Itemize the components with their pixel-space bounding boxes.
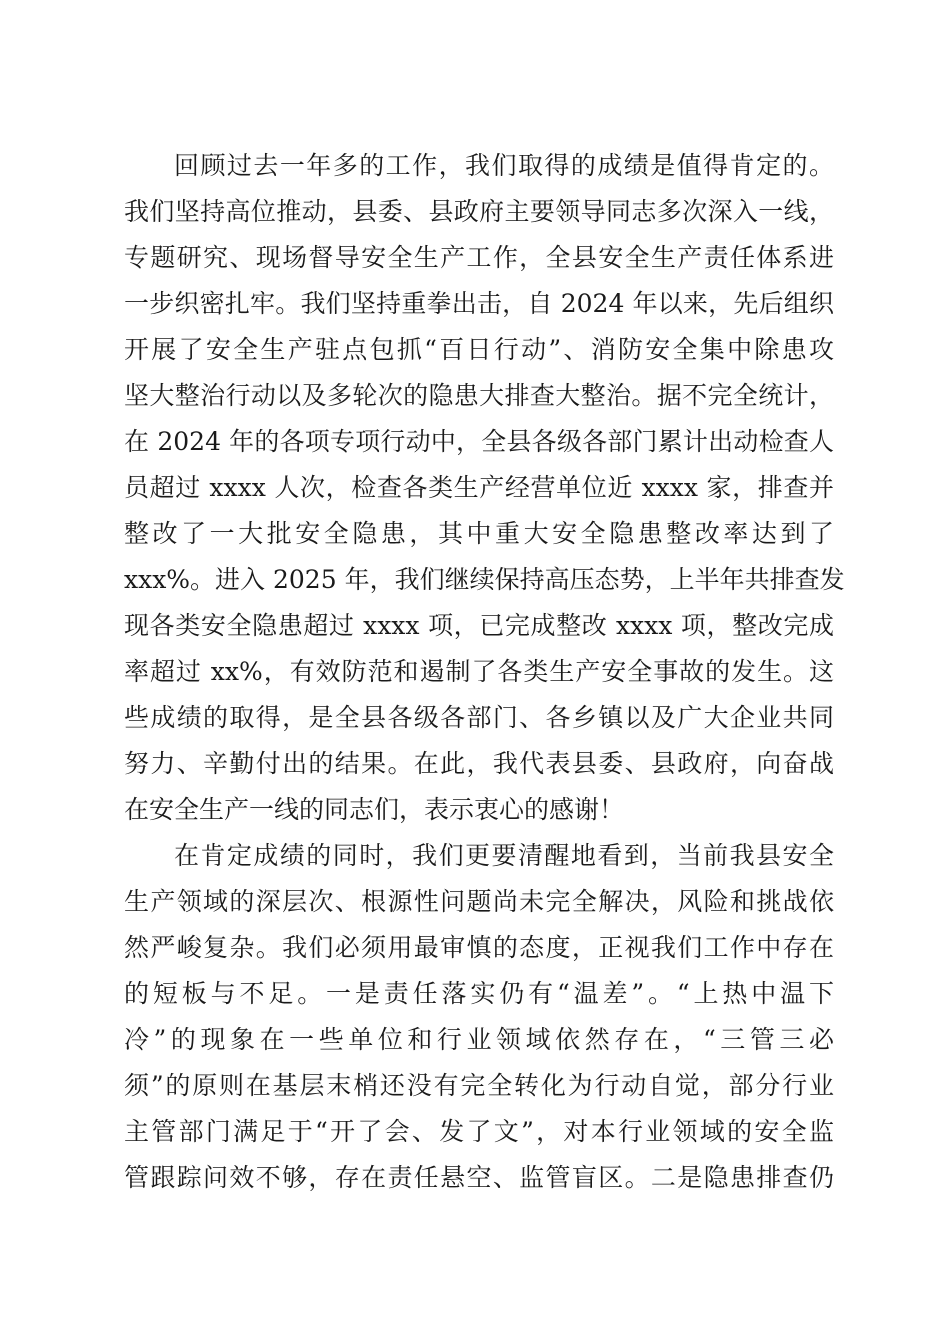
- paragraph-line: 现各类安全隐患超过 xxxx 项，已完成整改 xxxx 项，整改完成: [124, 611, 834, 640]
- paragraph-line: 一步织密扎牢。我们坚持重拳出击，自 2024 年以来，先后组织: [124, 289, 834, 318]
- paragraph-line: 在 2024 年的各项专项行动中，全县各级各部门累计出动检查人: [124, 427, 834, 456]
- paragraph-line: 员超过 xxxx 人次，检查各类生产经营单位近 xxxx 家，排查并: [124, 473, 834, 502]
- paragraph-line: xxx%。进入 2025 年，我们继续保持高压态势，上半年共排查发: [124, 565, 845, 594]
- paragraph-line: 专题研究、现场督导安全生产工作，全县安全生产责任体系进: [124, 243, 834, 272]
- paragraph-line: 主管部门满足于“开了会、发了文”，对本行业领域的安全监: [124, 1117, 834, 1146]
- paragraph-line: 冷”的现象在一些单位和行业领域依然存在，“三管三必: [124, 1025, 834, 1054]
- paragraph-line: 开展了安全生产驻点包抓“百日行动”、消防安全集中除患攻: [124, 335, 834, 364]
- paragraph-achievements: [124, 143, 845, 833]
- paragraph-line: 我们坚持高位推动，县委、县政府主要领导同志多次深入一线，: [124, 197, 834, 226]
- paragraph-line: 坚大整治行动以及多轮次的隐患大排查大整治。据不完全统计，: [124, 381, 834, 410]
- paragraph-line: 整改了一大批安全隐患，其中重大安全隐患整改率达到了: [124, 519, 834, 548]
- document-body: [124, 143, 845, 1201]
- paragraph-line: 然严峻复杂。我们必须用最审慎的态度，正视我们工作中存在: [124, 933, 834, 962]
- paragraph-line: 努力、辛勤付出的结果。在此，我代表县委、县政府，向奋战: [124, 749, 834, 778]
- paragraph-line: 须”的原则在基层末梢还没有完全转化为行动自觉，部分行业: [124, 1071, 834, 1100]
- paragraph-line: 在肯定成绩的同时，我们更要清醒地看到，当前我县安全: [174, 841, 834, 870]
- paragraph-line: 率超过 xx%，有效防范和遏制了各类生产安全事故的发生。这: [124, 657, 834, 686]
- paragraph-line: 的短板与不足。一是责任落实仍有“温差”。“上热中温下: [124, 979, 834, 1008]
- paragraph-shortcomings: [124, 833, 834, 1201]
- paragraph-line: 些成绩的取得，是全县各级各部门、各乡镇以及广大企业共同: [124, 703, 834, 732]
- paragraph-line: 在安全生产一线的同志们，表示衷心的感谢！: [124, 795, 625, 824]
- paragraph-line: 生产领域的深层次、根源性问题尚未完全解决，风险和挑战依: [124, 887, 834, 916]
- paragraph-line: 回顾过去一年多的工作，我们取得的成绩是值得肯定的。: [174, 151, 834, 180]
- paragraph-line: 管跟踪问效不够，存在责任悬空、监管盲区。二是隐患排查仍: [124, 1163, 834, 1192]
